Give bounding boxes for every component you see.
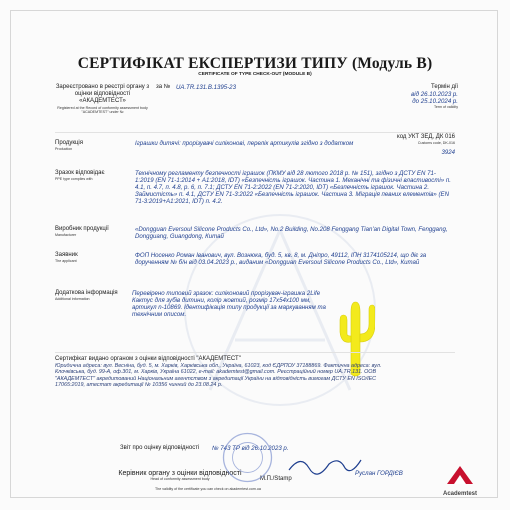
manufacturer-label: Виробник продукції — [55, 226, 109, 232]
standards-label-block — [55, 170, 135, 181]
applicant-value: ФОП Носенко Роман Іванович, вул. Вознюка, буд. 5, кв. 8, м. Дніпро, 49112, ІПН 3174105214, що діє за дорученням № б/н від 03.04.2023 р., виданим «Dongguan Eversoul Silicone Products Co., Ltd», Китай — [135, 252, 427, 267]
applicant-label: Заявник — [55, 252, 78, 258]
manufacturer-label-en: Manufacturer — [55, 233, 77, 238]
number-label: за № — [156, 84, 171, 90]
validity-label: Термін дії — [431, 84, 458, 90]
head-label: Керівник органу з оцінки відповідності — [118, 470, 242, 477]
standards-label: Зразок відповідає — [55, 170, 105, 176]
registrar-label-en: Registered at the Record of conformity assessment body "ACADEMTEST" under № — [57, 105, 148, 114]
applicant-label-block — [55, 252, 135, 263]
additional-label: Додаткова інформація — [55, 290, 118, 296]
stamp-seal — [220, 430, 275, 485]
certificate-subtitle: CERTIFICATE OF TYPE CHECK-OUT (MODULE B) — [198, 72, 312, 77]
validity-block — [390, 84, 458, 110]
issuer-details: Юридична адреса: вул. Весніна, буд. 5, м. Харків, Харківська обл., Україна, 61023, код ЄДРПОУ 37188869. Фактична адреса: вул. Клочківська, буд. 99-А, оф.301, м. Харків, Україна 61022, e-mail: akademtest@gmail.com. Реєстраційний номер UA.TR.131. ООВ "АКАДЕМТЕСТ" акредитований Національним агентством з акредитації України на відповідність вимогам ДСТУ EN ISO/IEC 17065:2019, атестат акредитації № 10356 чинний до 23.08.24 р. — [55, 363, 382, 388]
logo-mark-icon — [445, 464, 475, 486]
manufacturer-label-block — [55, 226, 135, 237]
registrar-label: Зареєстровано в реєстрі органу з оцінки відповідності «АКАДЕМТЕСТ» — [55, 84, 150, 105]
certificate-title: СЕРТИФІКАТ ЕКСПЕРТИЗИ ТИПУ (Модуль В) — [77, 55, 433, 72]
code-label: код УКТ ЗЕД, ДК 016 — [397, 134, 455, 140]
divider — [55, 132, 455, 133]
validity-to: до 25.10.2024 р. — [412, 98, 458, 106]
issued-value: № 743 ТР від 26.10.2023 р. — [212, 445, 289, 452]
additional-label-en: Additional information — [55, 297, 90, 302]
head-label-en: Head of conformity assessment body — [150, 477, 210, 482]
additional-label-block — [55, 290, 130, 301]
issued-label: Звіт про оцінку відповідності — [120, 445, 200, 451]
registrar-block — [55, 84, 150, 114]
stamp-label: М.П./Stamp — [260, 476, 292, 482]
signatory-name: Руслан ГОРДІЄВ — [355, 470, 403, 477]
product-label-en: Production — [55, 147, 73, 152]
code-label-en: Customs code, DK-016 — [417, 141, 455, 146]
certificate-number: UA.TR.131.В.1395-23 — [176, 84, 236, 91]
applicant-label-en: The applicant — [55, 259, 77, 264]
product-label-block — [55, 140, 140, 151]
code-block — [395, 134, 455, 157]
product-value: Іграшки дитячі: прорізувачі силіконові, перелік артикулів згідно з додатком — [135, 140, 354, 147]
standards-value: Технічному регламенту безпечності іграшок (ПКМУ від 28 лютого 2018 р. № 151), згідно з ДСТУ EN 71-1:2019 (EN 71-1:2014 + А1:2018, IDT) «Безпечність іграшок. Частина 1. Механічні та фізичні властивості» п. 4.1, п. 4.7, п. 4.8, р. 6, п. 7.1; ДСТУ EN 71-2:2022 (EN 71-2:2020, IDT) «Безпечність іграшок. Частина 2. Займистість» п. 4.1, ДСТУ EN 71-3:2022 «Безпечність іграшок. Частина 3. Міграція певних елементів» (EN 71-3:2019+А1:2021, IDT) п. 4.2. — [135, 170, 451, 206]
validity-from: від 26.10.2023 р. — [411, 91, 458, 99]
standards-label-en: PPE type complies with — [55, 177, 93, 182]
issuer-block — [55, 356, 385, 388]
code-value: 3924 — [441, 149, 455, 157]
additional-value: Перевірено типовий зразок: силіконовий прорізувач-іграшка 2Life Кактус для зубів дитини, колір жовтий, розмір 17х54х100 мм, артикул n-10869. Ідентифікація типу продукції за маркуванням та технічним описом. — [132, 290, 326, 319]
divider-lower — [55, 352, 455, 353]
footnote: The validity of the certificate you can check on akademtest.com.ua — [155, 487, 261, 491]
manufacturer-value: «Dongguan Eversoul Silicone Products Co., Ltd», No.2 Building, No.208 Fenggang Tian'an Digital Town, Fenggang, Dongguang, Guangdong, Китай — [135, 226, 448, 241]
validity-label-en: Term of validity — [434, 105, 458, 110]
logo-text: Academtest — [442, 491, 477, 497]
academtest-logo — [430, 464, 490, 497]
issuer-line: Сертифікат видано органом з оцінки відповідності "АКАДЕМТЕСТ" — [55, 356, 241, 362]
product-label: Продукція — [55, 140, 83, 146]
handwritten-signature — [285, 450, 365, 478]
